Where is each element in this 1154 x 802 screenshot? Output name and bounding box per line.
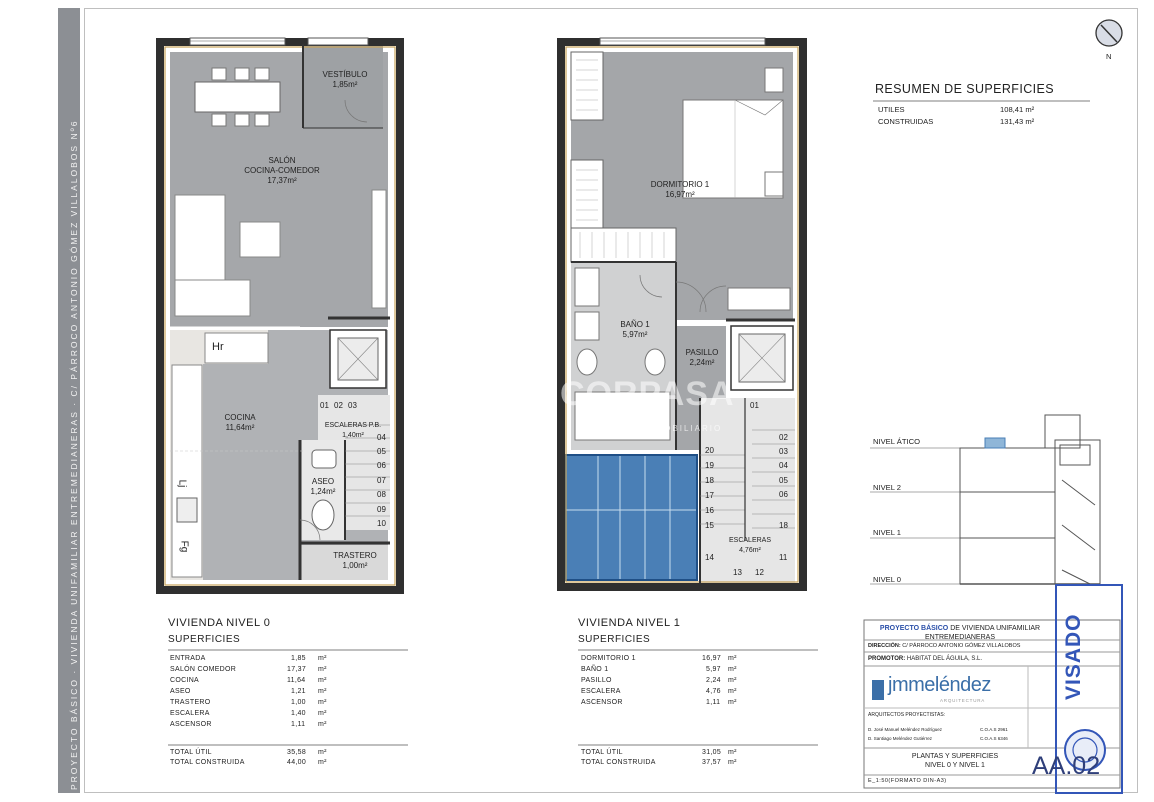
table1-total-value: 37,57	[702, 759, 722, 766]
dishwasher-label: Lj	[176, 479, 188, 488]
table0-row-value: 1,40	[291, 710, 306, 717]
summary-label-construidas: CONSTRUIDAS	[878, 117, 934, 126]
room-cocina	[210, 413, 270, 433]
watermark-logo: CORPASA	[560, 375, 735, 413]
room-trastero	[318, 551, 392, 571]
summary-value-construidas: 131,43 m²	[1000, 117, 1035, 126]
step-number: 04	[779, 461, 788, 470]
room-area: 4,76m²	[739, 547, 761, 554]
table1-title: VIVIENDA NIVEL 1	[578, 617, 681, 629]
address-value: C/ PÁRROCO ANTONIO GÓMEZ VILLALOBOS	[902, 643, 1021, 649]
step-number: 02	[334, 401, 343, 410]
room-salon	[222, 156, 342, 186]
table0-total-label: TOTAL CONSTRUIDA	[170, 759, 245, 766]
table1-row-label: ASCENSOR	[581, 699, 623, 706]
room-area: 1,24m²	[310, 487, 336, 496]
table1-row-value: 1,11	[706, 699, 721, 706]
step-number: 06	[779, 490, 788, 499]
step-number: 01	[750, 401, 759, 410]
table0-row-value: 17,37	[287, 666, 307, 673]
step-number: 14	[705, 553, 714, 562]
table1-total-unit: m²	[728, 759, 737, 766]
step-number: 10	[377, 519, 386, 528]
table0-total-unit: m²	[318, 749, 327, 756]
project-title-rest: DE VIVIENDA UNIFAMILIAR	[950, 625, 1041, 632]
table1-row-label: PASILLO	[581, 677, 612, 684]
promoter-row	[868, 656, 982, 662]
table0-row-unit: m²	[318, 721, 327, 728]
promoter-label: PROMOTOR:	[868, 656, 906, 662]
room-area: 2,24m²	[689, 358, 715, 367]
room-name: ESCALERAS	[728, 537, 772, 544]
address-label: DIRECCIÓN:	[868, 643, 901, 649]
north-label: N	[1106, 52, 1112, 61]
room-area: 11,64m²	[225, 423, 255, 432]
room-area: 5,97m²	[622, 330, 648, 339]
table1-row-unit: m²	[728, 666, 737, 673]
table1-row-value: 4,76	[706, 688, 721, 695]
room-name: PASILLO	[685, 348, 719, 357]
room-vestibulo	[312, 70, 378, 90]
step-number: 08	[377, 490, 386, 499]
table1-row-label: DORMITORIO 1	[581, 655, 636, 662]
visado-stamp: VISADO	[1062, 613, 1085, 700]
table1-subtitle: SUPERFICIES	[578, 634, 651, 645]
table0-row-value: 1,85	[291, 655, 306, 662]
project-title-bold: PROYECTO BÁSICO	[879, 625, 949, 632]
sidebar-title: PROYECTO BÁSICO · VIVIENDA UNIFAMILIAR ENTREMEDIANERAS · C/ PÁRROCO ANTONIO GÓMEZ VILLALOBOS Nº6	[69, 119, 79, 790]
summary-title: RESUMEN DE SUPERFICIES	[875, 82, 1054, 96]
step-number: 04	[377, 433, 386, 442]
table1-row-unit: m²	[728, 699, 737, 706]
room-area: 16,97m²	[665, 190, 695, 199]
table0-row-value: 11,64	[287, 677, 306, 684]
table0-row-label: ENTRADA	[170, 655, 206, 662]
architect-name: D. José Manuel Meléndez Rodríguez	[868, 727, 943, 732]
table0-row-unit: m²	[318, 688, 327, 695]
table0-row-value: 1,21	[291, 688, 306, 695]
step-number: 18	[705, 476, 714, 485]
project-title-line2: ENTREMEDIANERAS	[924, 634, 995, 641]
step-number: 02	[779, 433, 788, 442]
room-dormitorio	[630, 180, 730, 200]
table1-row-label: ESCALERA	[581, 688, 621, 695]
room-bano	[605, 320, 665, 340]
level-label: NIVEL ÁTICO	[873, 437, 920, 446]
table1-row-value: 2,24	[706, 677, 721, 684]
step-number: 16	[705, 506, 714, 515]
watermark-subtitle: GRUPO INMOBILIARIO	[600, 424, 723, 433]
table0-row-value: 1,11	[291, 721, 306, 728]
table1-row-unit: m²	[728, 688, 737, 695]
architects-label: ARQUITECTOS PROYECTISTAS:	[868, 712, 946, 718]
room-name: ESCALERAS P.B.	[324, 422, 382, 429]
table1-row-unit: m²	[728, 655, 737, 662]
step-number: 09	[377, 505, 386, 514]
summary-label-utiles: UTILES	[878, 105, 905, 114]
step-number: 03	[779, 447, 788, 456]
table0-subtitle: SUPERFICIES	[168, 634, 241, 645]
table0-row-unit: m²	[318, 677, 327, 684]
plan-title-sub: NIVEL 0 Y NIVEL 1	[925, 762, 985, 769]
room-area: 1,40m²	[342, 432, 364, 439]
architect-coa: C.O.A.S 6346	[980, 736, 1008, 741]
summary-value-utiles: 108,41 m²	[1000, 105, 1035, 114]
room-aseo	[303, 477, 343, 497]
scale-format: E_1:50(FORMATO DIN-A3)	[868, 778, 947, 784]
project-title	[870, 624, 1050, 642]
table0-row-unit: m²	[318, 655, 327, 662]
step-number: 17	[705, 491, 714, 500]
step-number: 07	[377, 476, 386, 485]
step-number: 11	[779, 553, 788, 562]
step-number: 18	[779, 521, 788, 530]
room-name: BAÑO 1	[620, 320, 650, 329]
table1-total-label: TOTAL CONSTRUIDA	[581, 759, 656, 766]
plan-level-1	[561, 38, 803, 587]
cooktop-label: Fg	[178, 540, 190, 553]
step-number: 05	[779, 476, 788, 485]
table1-total-value: 31,05	[702, 749, 722, 756]
plan-level-0	[160, 38, 400, 590]
table1-row-unit: m²	[728, 677, 737, 684]
level-label: NIVEL 2	[873, 483, 901, 492]
step-number: 20	[705, 446, 714, 455]
architect-coa: C.O.A.S 2961	[980, 727, 1008, 732]
step-number: 06	[377, 461, 386, 470]
table0-total-value: 44,00	[287, 759, 307, 766]
architect-logo: jmmeléndez	[888, 674, 991, 696]
room-escaleras	[720, 536, 780, 556]
table0-total-value: 35,58	[287, 749, 307, 756]
room-area: 1,85m²	[332, 80, 358, 89]
promoter-value: HABITAT DEL ÁGUILA, S.L.	[906, 656, 983, 662]
table1-total-label: TOTAL ÚTIL	[581, 749, 623, 756]
room-name: SALÓN	[268, 156, 296, 165]
plan-title-main: PLANTAS Y SUPERFICIES	[911, 753, 999, 760]
room-name: ASEO	[311, 477, 335, 486]
room-area: 1,00m²	[342, 561, 368, 570]
step-number: 03	[348, 401, 357, 410]
step-number: 13	[733, 568, 742, 577]
table0-total-unit: m²	[318, 759, 327, 766]
table0-title: VIVIENDA NIVEL 0	[168, 617, 271, 629]
room-pasillo	[676, 348, 728, 368]
table0-row-unit: m²	[318, 699, 327, 706]
table0-row-unit: m²	[318, 666, 327, 673]
architect-name: D. Santiago Meléndez Gutiérrez	[868, 736, 933, 741]
step-number: 19	[705, 461, 714, 470]
sheet-number: AA.02	[1032, 752, 1101, 780]
table0-row-label: ASEO	[170, 688, 191, 695]
table0-row-label: TRASTERO	[170, 699, 211, 706]
step-number: 05	[377, 447, 386, 456]
table0-row-label: SALÓN COMEDOR	[170, 666, 237, 673]
address-row	[868, 643, 1020, 649]
table0-row-label: ASCENSOR	[170, 721, 212, 728]
table0-row-unit: m²	[318, 710, 327, 717]
table0-row-label: COCINA	[170, 677, 200, 684]
step-number: 15	[705, 521, 714, 530]
architect-logo-subtitle: ARQUITECTURA	[940, 698, 986, 703]
room-name-secondary: COCINA-COMEDOR	[244, 166, 320, 175]
table0-row-label: ESCALERA	[170, 710, 210, 717]
table0-total-label: TOTAL ÚTIL	[170, 749, 212, 756]
room-name: COCINA	[224, 413, 256, 422]
step-number: 01	[320, 401, 329, 410]
plan-title	[900, 752, 1010, 770]
table1-total-unit: m²	[728, 749, 737, 756]
level-label: NIVEL 1	[873, 528, 901, 537]
room-name: VESTÍBULO	[322, 70, 368, 79]
step-number: 12	[755, 568, 764, 577]
room-name: DORMITORIO 1	[650, 180, 710, 189]
level-label: NIVEL 0	[873, 575, 901, 584]
table1-row-label: BAÑO 1	[581, 666, 609, 673]
table0-row-value: 1,00	[291, 699, 306, 706]
room-area: 17,37m²	[267, 176, 297, 185]
table1-row-value: 5,97	[706, 666, 721, 673]
room-name: TRASTERO	[333, 551, 377, 560]
fridge-label: Hr	[212, 341, 224, 353]
table1-row-value: 16,97	[702, 655, 722, 662]
